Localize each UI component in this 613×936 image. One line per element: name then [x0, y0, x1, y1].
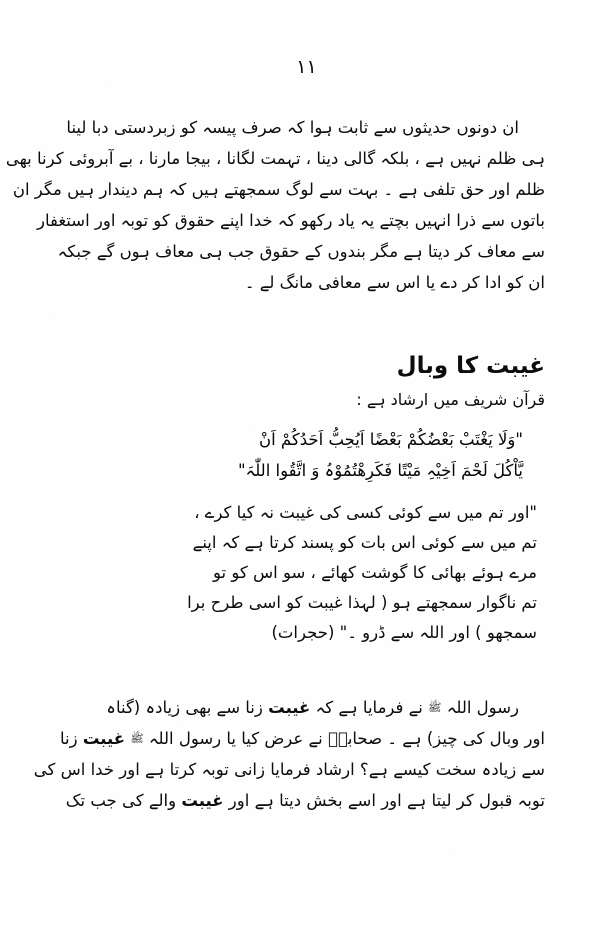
quran-intro-line: قرآن شریف میں ارشاد ہے :	[356, 390, 545, 409]
text-line: ہی ظلم نہیں ہے ، بلکہ گالی دینا ، تہمت لگانا ، بیجا مارنا ، بے آبروئی کرنا بھی	[5, 149, 545, 168]
text-line: "اور تم میں سے کوئی کسی کی غیبت نہ کیا کرے ،	[194, 503, 537, 522]
verse-translation	[150, 498, 537, 648]
text-line: تم میں سے کوئی اس بات کو پسند کرتا ہے کہ اپنے	[192, 533, 537, 552]
text-run: زنا سے بھی زیادہ (گناہ	[106, 698, 269, 717]
text-line: باتوں سے ذرا انہیں بچتے یہ یاد رکھو کہ خدا اپنے حقوق کو توبہ اور استغفار	[36, 211, 545, 230]
text-line: ظلم اور حق تلفی ہے ۔ بہت سے لوگ سمجھتے ہیں کہ ہم دیندار ہیں مگر ان	[12, 180, 545, 199]
honorific-glyph: ﷺ	[130, 732, 144, 745]
emphasis-term: غیبت	[82, 729, 126, 748]
emphasis-term: غیبت	[181, 791, 224, 810]
text-run: زنا	[60, 729, 83, 748]
honorific-glyph: ﷺ	[428, 701, 442, 714]
text-line	[33, 754, 545, 785]
text-line: تم ناگوار سمجھتے ہو ( لہذا غیبت کو اسی طرح برا	[187, 593, 537, 612]
text-line: سمجھو ) اور اللہ سے ڈرو ۔" (حجرات)	[271, 623, 537, 642]
text-line	[65, 785, 545, 816]
text-run: والے کی جب تک	[65, 791, 182, 810]
text-line	[60, 723, 545, 754]
verse-line: یَّاْکُلَ لَحْمَ اَخِیْہِ مَیْتًا فَکَرِھْتُمُوْہُ وَ اتَّقُوا اللّٰہَ"	[237, 461, 523, 480]
text-line: مرے ہوئے بھائی کا گوشت کھائے ، سو اس کو تو	[212, 563, 537, 582]
text-run: نے فرمایا ہے کہ	[310, 698, 429, 717]
text-run: سے زیادہ سخت کیسے ہے؟ ارشاد فرمایا زانی توبہ کرتا ہے اور خدا اس کی	[33, 760, 545, 779]
text-line: ان دونوں حدیثوں سے ثابت ہوا کہ صرف پیسہ کو زبردستی دبا لینا	[66, 118, 519, 137]
text-run: رسول اللہ	[441, 698, 519, 717]
text-run: توبہ قبول کر لیتا ہے اور اسے بخش دیتا ہے اور	[223, 791, 545, 810]
text-line	[68, 692, 545, 723]
quran-verse	[90, 424, 523, 486]
section-heading: غیبت کا وبال	[396, 353, 545, 379]
text-line: سے معاف کر دیتا ہے مگر بندوں کے حقوق جب ہی معاف ہوں گے جبکہ	[57, 242, 545, 261]
paragraph-hadith	[33, 692, 545, 816]
verse-line: "وَلَا یَغْتَبْ بَعْضُکُمْ بَعْضًا اَیُحِبُّ اَحَدُکُمْ اَنْ	[258, 430, 523, 449]
text-line: ان کو ادا کر دے یا اس سے معافی مانگ لے ۔	[244, 273, 545, 292]
emphasis-term: غیبت	[268, 698, 311, 717]
text-run: اور وبال کی چیز) ہے ۔ صحابہؓ نے عرض کیا یا رسول اللہ	[143, 729, 545, 748]
page-number: ١١	[296, 56, 317, 78]
paragraph-opening	[5, 112, 545, 298]
